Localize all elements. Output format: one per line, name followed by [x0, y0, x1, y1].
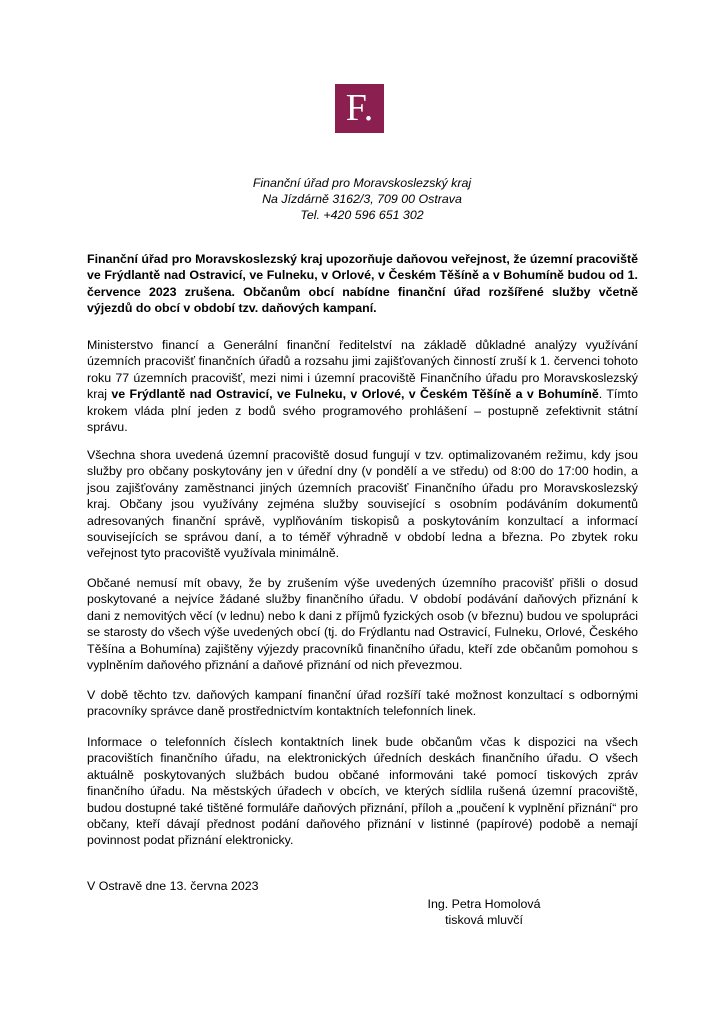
- paragraph-4: V době těchto tzv. daňových kampaní finanční úřad rozšíří také možnost konzultací s odbornými pracovníky správce daně prostřednictvím kontaktních telefonních linek.: [87, 688, 638, 719]
- paragraph-3: Občané nemusí mít obavy, že by zrušením výše uvedených územního pracovišť přišli o dosud poskytované a nejvíce žádané služby finančního úřadu. V období podávání daňových přiznání k dani z nemovitých věcí (v lednu) nebo k dani z příjmů fyzických osob (v březnu) budou ve spolupráci se starosty do všech výše uvedených obcí (tj. do Frýdlantu nad Ostravicí, Fulneku, Orlové, Českého Těšína a Bohumína) zajištěny výjezdy pracovníků finančního úřadu, kteří zde občanům pomohou s vyplněním daňového přiznání a daňové přiznání od nich převezmou.: [87, 576, 638, 673]
- office-phone: Tel. +420 596 651 302: [300, 208, 424, 222]
- paragraph-5: Informace o telefonních číslech kontaktních linek bude občanům včas k dispozici na všech pracovištích finančního úřadu, na elektronických úředních deskách finančního úřadu. O všech aktuálně poskytovaných službách budou občané informováni také pomocí tiskových zpráv finančního úřadu. Na městských úřadech v obcích, ve kterých sídlila rušená územní pracoviště, budou dostupné také tištěné formuláře daňových přiznání, příloh a „poučení k vyplnění přiznání“ pro občany, kteří dávají přednost podání daňového přiznání v listinné (papírové) podobě a nemají povinnost podat přiznání elektronicky.: [87, 735, 638, 848]
- paragraph-1-text-c: . Tímto krokem vláda plní jeden z bodů svého programového prohlášení – postupně zefektivnit státní správu.: [87, 387, 639, 435]
- paragraph-1-locations: ve Frýdlantě nad Ostravicí, ve Fulneku, v Orlové, v Českém Těšíně a v Bohumíně: [111, 387, 599, 402]
- paragraph-2: Všechna shora uvedená územní pracoviště dosud fungují v tzv. optimalizovaném režimu, kdy jsou služby pro občany poskytovány jen v úřední dny (v pondělí a ve středu) od 8:00 do 17:00 hodin, a jsou zajišťovány zaměstnanci jiných územních pracovišť Finančního úřadu pro Moravskoslezský kraj. Občany jsou využívány zejména služby související s osobním podáváním dokumentů adresovaných finanční správě, vyplňováním tiskopisů a poskytováním konzultací a informací souvisejících se správou daní, a to téměř výhradně v období ledna a března. Po zbytek roku veřejnost tyto pracoviště využívala minimálně.: [87, 448, 638, 561]
- financni-sprava-logo: F.: [335, 84, 384, 133]
- signatory-role: tisková mluvčí: [445, 913, 523, 928]
- signature-block: [424, 896, 544, 929]
- dateline: V Ostravě dne 13. června 2023: [87, 879, 259, 893]
- paragraph-1-text-a: Ministerstvo financí a Generální finanční ředitelství na základě důkladné analýzy využívání územních pracovišť finančních úřadů a rozsahu jimi zajišťovaných činností zruší k 1. červenci tohoto roku 77 územních pracovišť, mezi nimi i územní pracoviště Finančního úřadu pro Moravskoslezský kraj: [87, 338, 638, 402]
- office-name: Finanční úřad pro Moravskoslezský kraj: [252, 176, 472, 190]
- signatory-name: Ing. Petra Homolová: [427, 897, 541, 911]
- press-release-lead: Finanční úřad pro Moravskoslezský kraj upozorňuje daňovou veřejnost, že územní pracoviště ve Frýdlantě nad Ostravicí, ve Fulneku, v Orlové, v Českém Těšíně a v Bohumíně budou od 1. července 2023 zrušena. Občanům obcí nabídne finanční úřad rozšířené služby včetně výjezdů do obcí v období tzv. daňových kampaní.: [87, 252, 638, 316]
- paragraph-1: [87, 337, 638, 435]
- letterhead: [150, 175, 574, 223]
- office-address: Na Jízdárně 3162/3, 709 00 Ostrava: [262, 192, 462, 206]
